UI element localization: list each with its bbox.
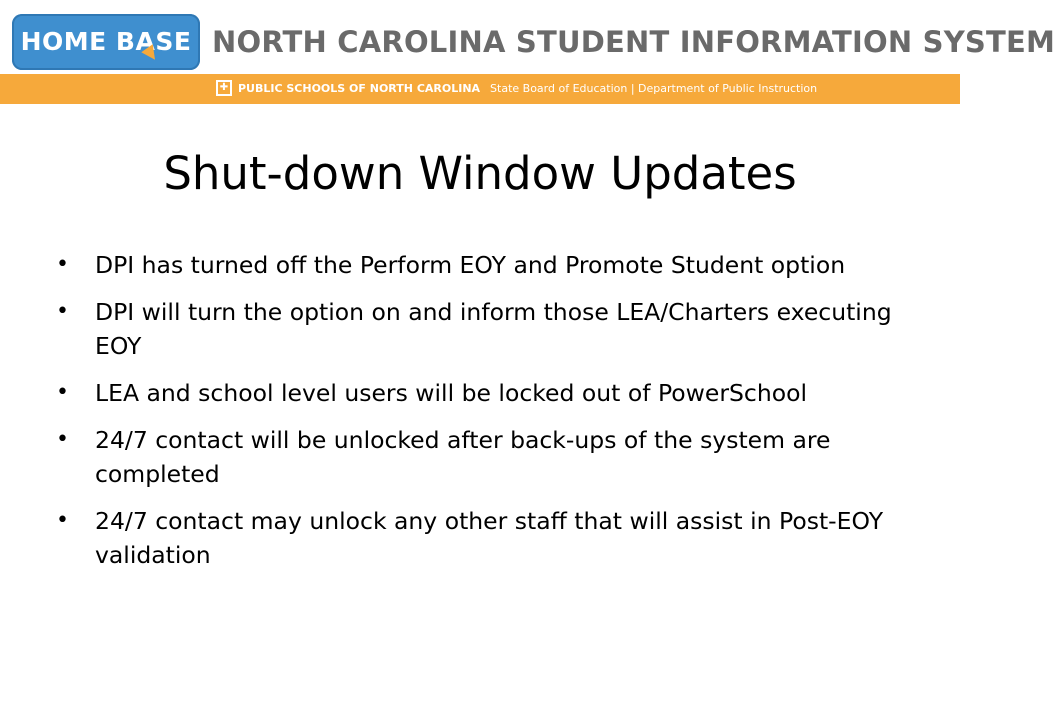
bullet-icon: • xyxy=(56,299,69,324)
list-item xyxy=(56,504,916,572)
list-item xyxy=(56,423,916,491)
list-item xyxy=(56,295,916,363)
list-item xyxy=(56,376,916,410)
bullet-list xyxy=(56,248,916,585)
logo-text: HOME BASE xyxy=(20,27,192,56)
home-base-logo xyxy=(12,14,200,70)
system-title: NORTH CAROLINA STUDENT INFORMATION SYSTEM xyxy=(212,25,1055,59)
bullet-text: LEA and school level users will be locked out of PowerSchool xyxy=(95,379,808,407)
state-seal-icon: ✚ xyxy=(216,80,232,96)
bullet-text: DPI will turn the option on and inform those LEA/Charters executing EOY xyxy=(95,298,892,360)
subtitle-org: PUBLIC SCHOOLS OF NORTH CAROLINA xyxy=(238,82,481,95)
bullet-text: 24/7 contact may unlock any other staff that will assist in Post-EOY validation xyxy=(95,507,884,569)
list-item xyxy=(56,248,916,282)
bullet-icon: • xyxy=(56,427,69,452)
bullet-icon: • xyxy=(56,380,69,405)
slide-title: Shut-down Window Updates xyxy=(163,147,797,200)
subtitle-dept: State Board of Education | Department of Public Instruction xyxy=(490,82,818,95)
bullet-icon: • xyxy=(56,508,69,533)
bullet-text: 24/7 contact will be unlocked after back-ups of the system are completed xyxy=(95,426,831,488)
subtitle-line xyxy=(238,74,817,104)
header-banner xyxy=(0,0,1055,104)
bullet-icon: • xyxy=(56,252,69,277)
bullet-text: DPI has turned off the Perform EOY and Promote Student option xyxy=(95,251,846,279)
